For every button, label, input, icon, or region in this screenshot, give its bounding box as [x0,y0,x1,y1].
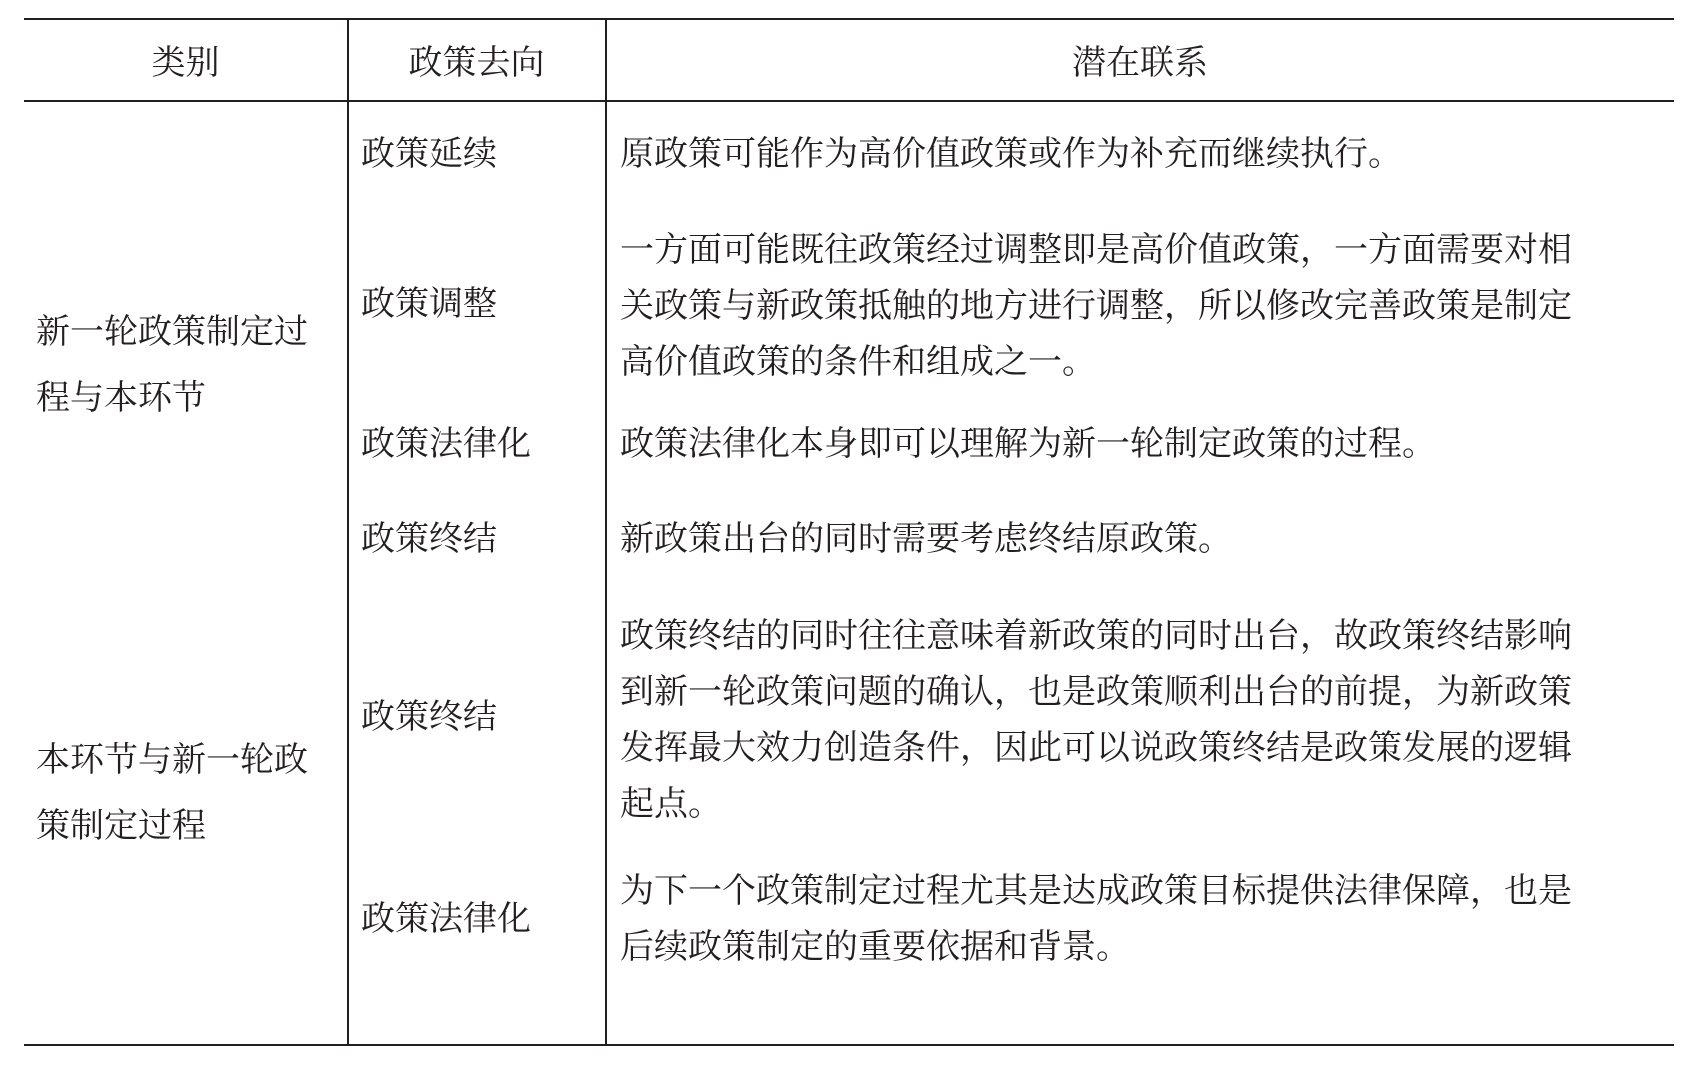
direction-cell: 政策终结 [361,697,497,737]
header-direction: 政策去向 [408,43,545,83]
connection-line: 政策终结的同时往往意味着新政策的同时出台，故政策终结影响 [620,616,1572,656]
category-line: 本环节与新一轮政 [36,740,308,780]
category-line: 新一轮政策制定过 [36,312,308,352]
connection-cell [620,608,1572,832]
connection-line: 到新一轮政策问题的确认，也是政策顺利出台的前提，为新政策 [620,672,1572,712]
connection-cell [620,416,1436,472]
table-header-rule [24,100,1674,102]
connection-line: 高价值政策的条件和组成之一。 [620,342,1096,382]
connection-line: 起点。 [620,784,722,824]
policy-table [24,18,1674,1046]
category-cell [36,299,308,431]
connection-cell [620,863,1572,975]
connection-line: 发挥最大效力创造条件，因此可以说政策终结是政策发展的逻辑 [620,728,1572,768]
connection-line: 为下一个政策制定过程尤其是达成政策目标提供法律保障，也是 [620,871,1572,911]
header-connection: 潜在联系 [1072,43,1208,83]
connection-line: 原政策可能作为高价值政策或作为补充而继续执行。 [620,134,1402,174]
direction-cell: 政策调整 [361,284,497,324]
header-category: 类别 [151,43,220,83]
connection-line: 后续政策制定的重要依据和背景。 [620,927,1130,967]
table-bottom-rule [24,1044,1674,1046]
connection-cell [620,222,1572,390]
connection-cell [620,126,1402,182]
direction-cell: 政策终结 [361,519,497,559]
connection-line: 关政策与新政策抵触的地方进行调整，所以修改完善政策是制定 [620,286,1572,326]
table-top-rule [24,18,1674,20]
direction-cell: 政策法律化 [361,424,531,464]
category-cell [36,727,308,859]
column-divider-1 [347,18,349,1046]
connection-line: 政策法律化本身即可以理解为新一轮制定政策的过程。 [620,424,1436,464]
connection-line: 新政策出台的同时需要考虑终结原政策。 [620,519,1232,559]
connection-line: 一方面可能既往政策经过调整即是高价值政策，一方面需要对相 [620,230,1572,270]
connection-cell [620,511,1232,567]
category-line: 程与本环节 [36,378,206,418]
category-line: 策制定过程 [36,806,206,846]
column-divider-2 [605,18,607,1046]
direction-cell: 政策法律化 [361,899,531,939]
direction-cell: 政策延续 [361,134,497,174]
